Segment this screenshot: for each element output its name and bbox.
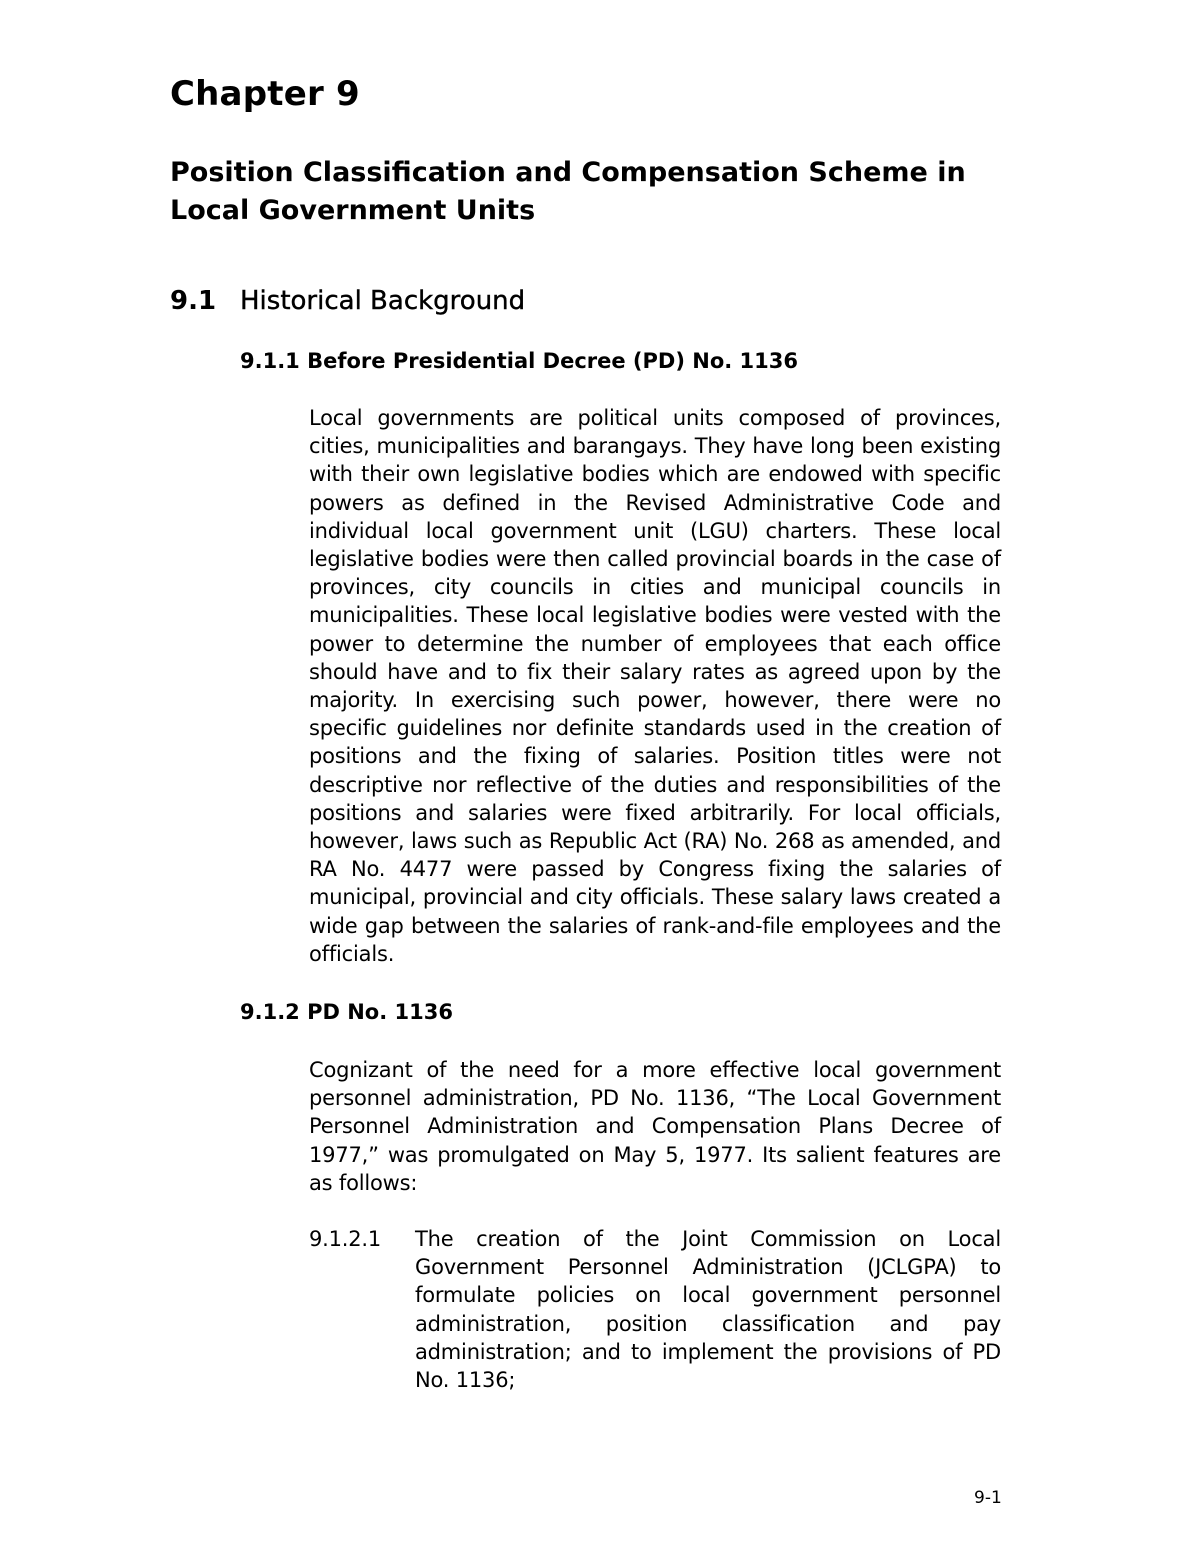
page-number: 9-1	[974, 1488, 1002, 1508]
paragraph-pd-1136: Cognizant of the need for a more effective local government personnel administration, PD No. 1136, “The Local Government Personnel Administration and Compensation Plans Decree of 1977,” was promulgated on May 5, 1977. Its salient features are as follows:	[309, 1058, 1001, 1195]
chapter-title: Position Classification and Compensation Scheme in Local Government Units	[170, 157, 966, 226]
chapter-label: Chapter 9	[170, 74, 360, 114]
list-item-text: The creation of the Joint Commission on Local Government Personnel Administration (JCLGPA) to formulate policies on local government personnel administration, position classification and pay administration; and to implement the provisions of PD No. 1136;	[415, 1227, 1001, 1393]
section-number: 9.1	[170, 286, 217, 316]
paragraph-before-pd-1136: Local governments are political units composed of provinces, cities, municipalities and barangays. They have long been existing with their own legislative bodies which are endowed with specific powers as defined in the Revised Administrative Code and individual local government unit (LGU) charters. These local legislative bodies were then called provincial boards in the case of provinces, city councils in cities and municipal councils in municipalities. These local legislative bodies were vested with the power to determine the number of employees that each office should have and to fix their salary rates as agreed upon by the majority. In exercising such power, however, there were no specific guidelines nor definite standards used in the creation of positions and the fixing of salaries. Position titles were not descriptive nor reflective of the duties and responsibilities of the positions and salaries were fixed arbitrarily. For local officials, however, laws such as Republic Act (RA) No. 268 as amended, and RA No. 4477 were passed by Congress fixing the salaries of municipal, provincial and city officials. These salary laws created a wide gap between the salaries of rank-and-file employees and the officials.	[309, 406, 1001, 966]
list-item-number: 9.1.2.1	[309, 1227, 382, 1251]
section-heading	[170, 283, 525, 319]
subsection-heading-9-1-2: 9.1.2 PD No. 1136	[240, 1000, 453, 1024]
subsection-heading-9-1-1: 9.1.1 Before Presidential Decree (PD) No. 1136	[240, 349, 798, 373]
section-title: Historical Background	[240, 286, 526, 316]
